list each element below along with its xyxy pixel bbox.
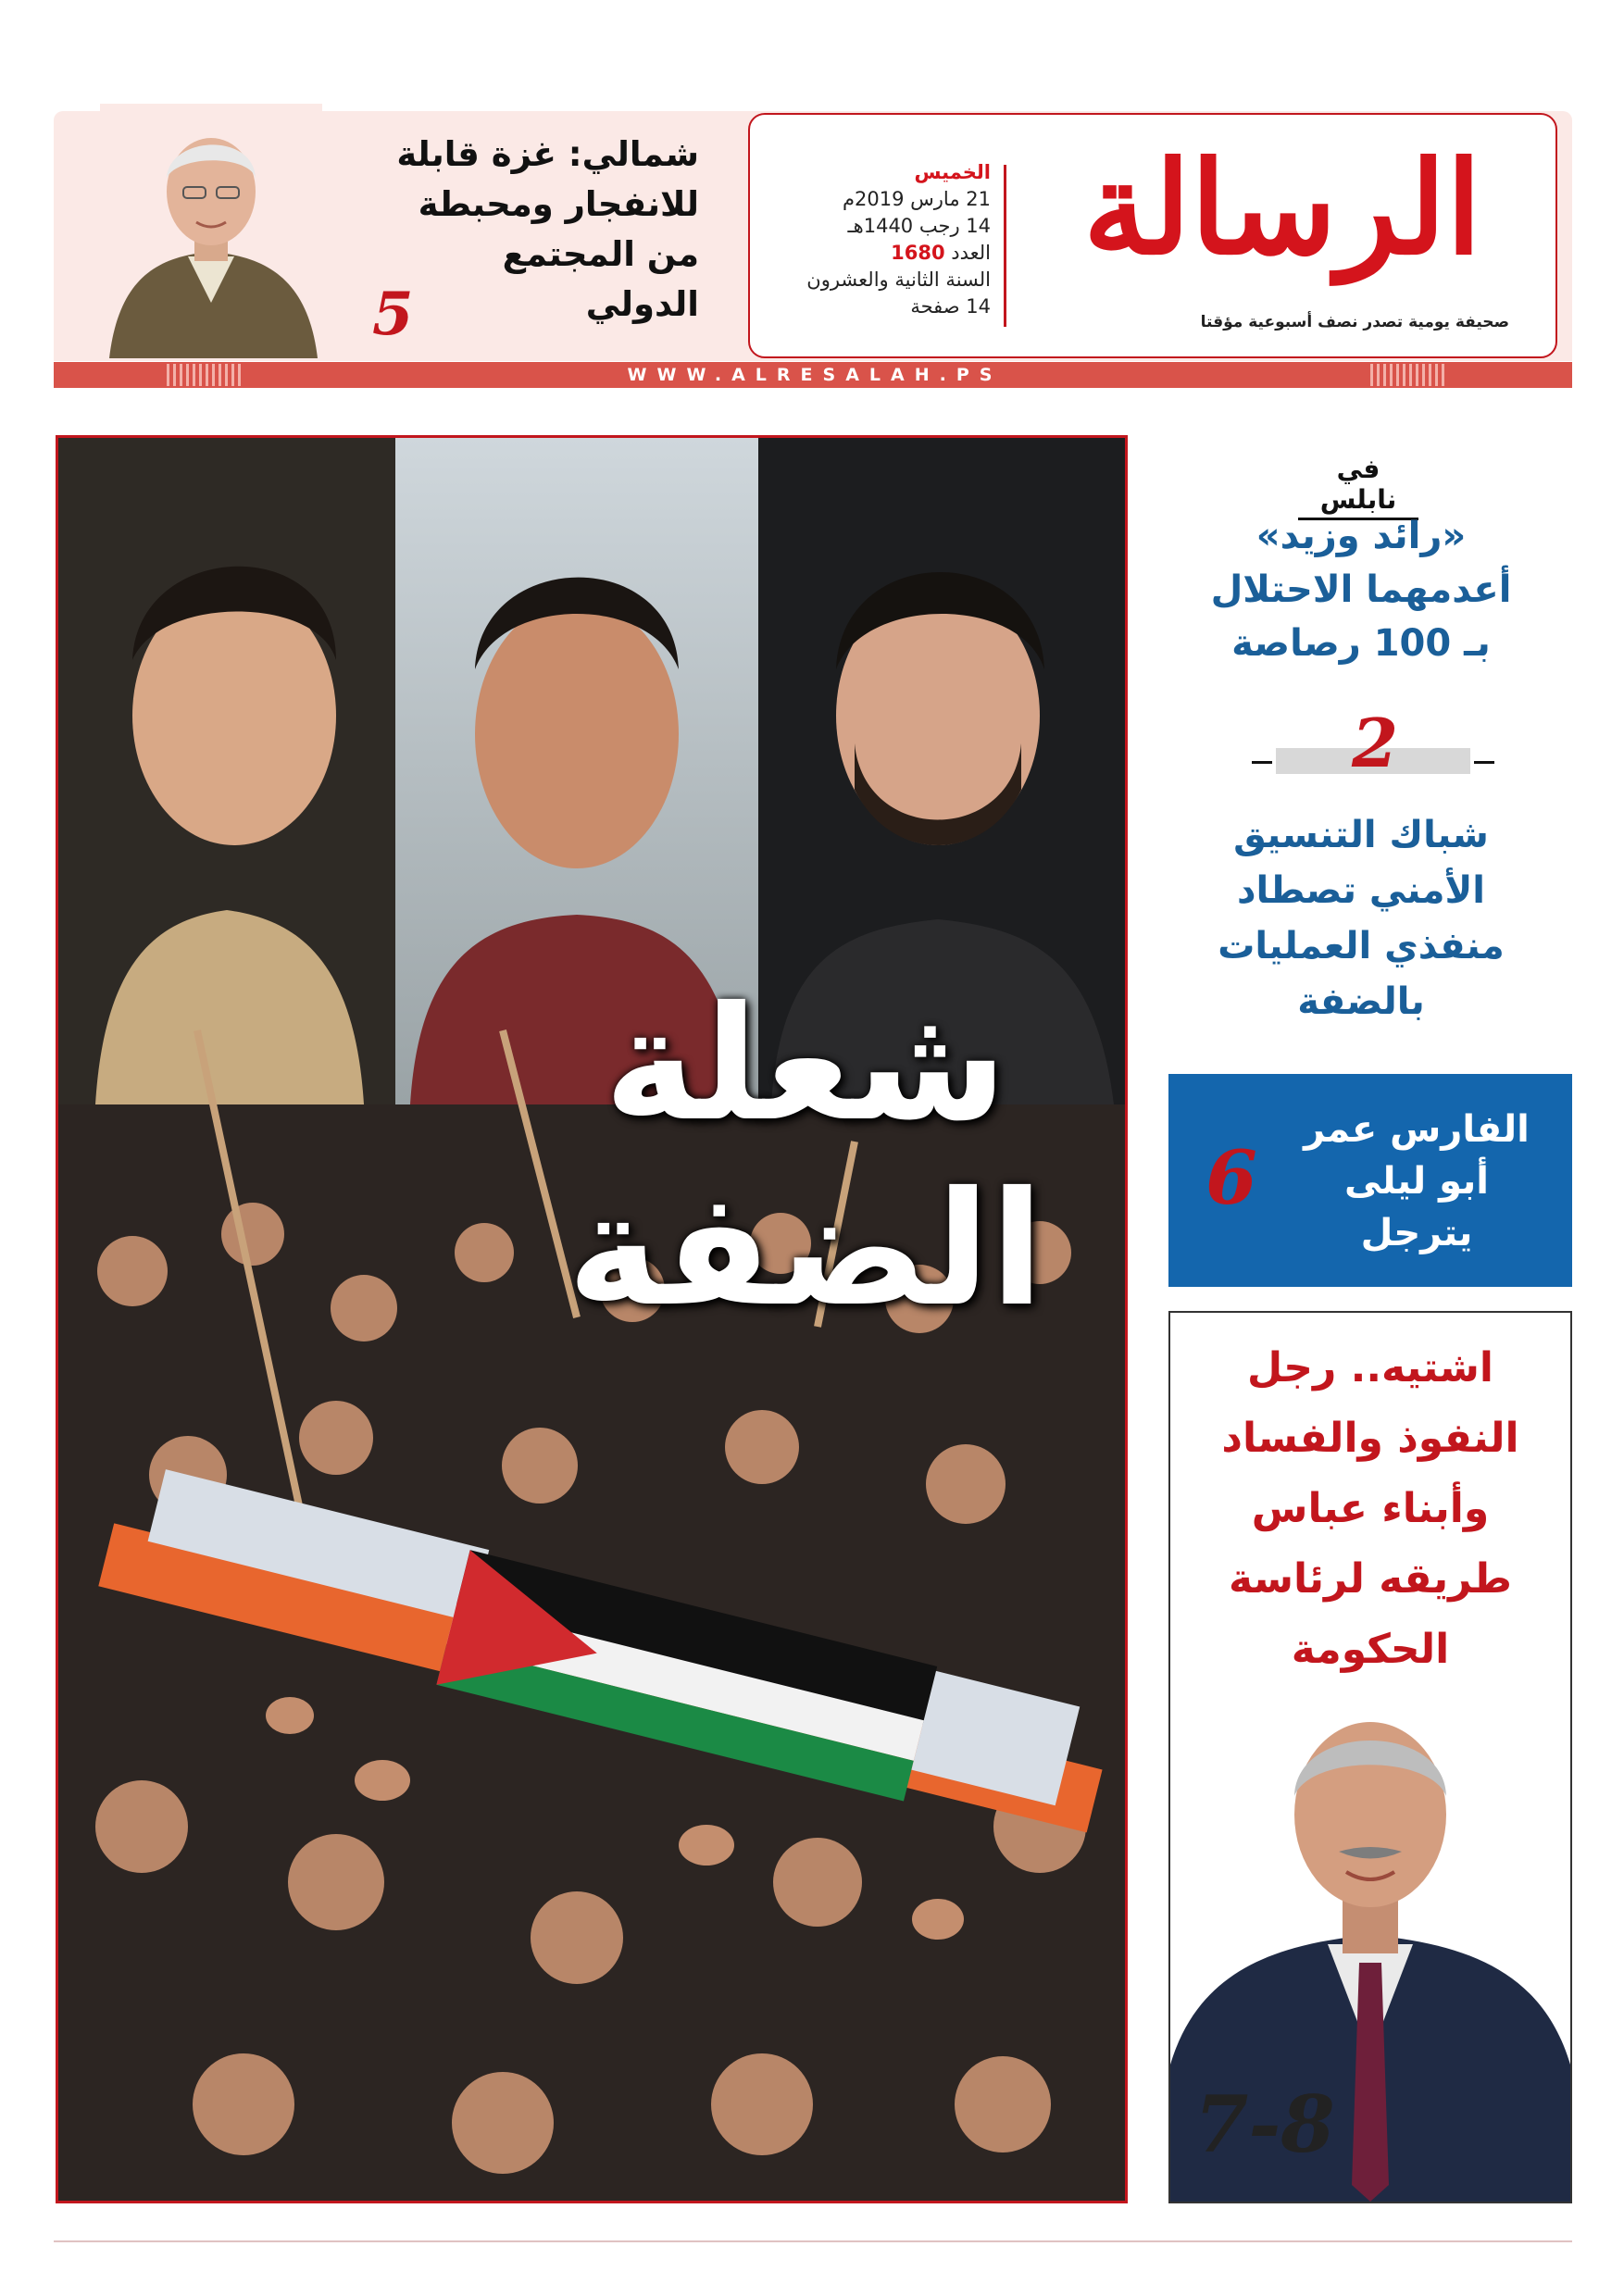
issue-number-row	[759, 240, 991, 267]
teaser-line-2: للانفجار ومحبطة	[418, 184, 699, 224]
issue-day: الخميس	[914, 161, 991, 183]
red-story-line-2: النفوذ والفساد	[1221, 1415, 1519, 1462]
red-story-line-5: الحكومة	[1291, 1626, 1450, 1673]
teaser-portrait-photo	[100, 104, 322, 358]
story2-line-4: بالضفة	[1297, 980, 1425, 1023]
story-kicker: في نابلس	[1298, 454, 1418, 520]
section-divider-dash-right	[1474, 761, 1494, 764]
section-page-number: 2	[1351, 704, 1399, 782]
story2-line-2: الأمني تصطاد	[1237, 869, 1485, 912]
main-headline-line-1: شعلة	[604, 973, 1007, 1156]
red-story-line-1: اشتيه.. رجل	[1246, 1344, 1494, 1391]
website-url[interactable]: WWW.ALRESALAH.PS	[627, 365, 1003, 385]
teaser-line-1: شمالي: غزة قابلة	[396, 134, 699, 174]
main-headline-line-2: الضفة	[567, 1158, 1044, 1341]
teaser-page-number: 5	[372, 280, 414, 349]
blue-story-line-1: الفارس عمر	[1304, 1108, 1530, 1151]
story1-line-3: بـ 100 رصاصة	[1231, 622, 1491, 665]
red-story-line-3: وأبناء عباس	[1251, 1485, 1490, 1532]
url-bar-stripes-left	[167, 364, 241, 386]
issue-number: 1680	[891, 242, 945, 264]
issue-pages: 14 صفحة	[910, 295, 991, 318]
newspaper-logo[interactable]: الرسالة	[1082, 132, 1482, 283]
section-divider-dash-left	[1252, 761, 1272, 764]
blue-story-page-number: 6	[1206, 1134, 1257, 1221]
teaser-line-3: من المجتمع	[502, 234, 699, 274]
teaser-line-4: الدولي	[585, 284, 699, 324]
main-headline[interactable]	[518, 972, 1093, 1342]
newspaper-tagline: صحيفة يومية تصدر نصف أسبوعية مؤقتا	[1200, 313, 1509, 331]
red-story-page-number: 7-8	[1194, 2078, 1335, 2170]
blue-story-line-3: يترجل	[1360, 1212, 1473, 1254]
issue-number-label: العدد	[951, 242, 991, 264]
story-security-coordination-headline[interactable]	[1176, 807, 1546, 1029]
issue-date-hijri: 14 رجب 1440هـ	[847, 215, 991, 237]
red-story-headline	[1181, 1333, 1560, 1685]
story1-line-2: أعدمهما الاحتلال	[1210, 568, 1512, 611]
issue-divider	[1004, 165, 1006, 327]
bottom-rule	[54, 2240, 1572, 2242]
blue-story-headline	[1278, 1104, 1555, 1259]
issue-year: السنة الثانية والعشرون	[806, 268, 991, 291]
issue-details	[759, 159, 991, 320]
url-bar-stripes-right	[1370, 364, 1444, 386]
red-story-line-4: طريقه لرئاسة	[1229, 1555, 1512, 1603]
story1-line-1: «رائد وزيد»	[1255, 515, 1467, 557]
story-nablus-headline[interactable]	[1176, 509, 1546, 670]
story2-line-3: منفذي العمليات	[1218, 925, 1505, 967]
issue-date-gregorian: 21 مارس 2019م	[843, 188, 991, 210]
blue-story-line-2: أبو ليلى	[1344, 1160, 1489, 1203]
story2-line-1: شباك التنسيق	[1233, 814, 1489, 856]
